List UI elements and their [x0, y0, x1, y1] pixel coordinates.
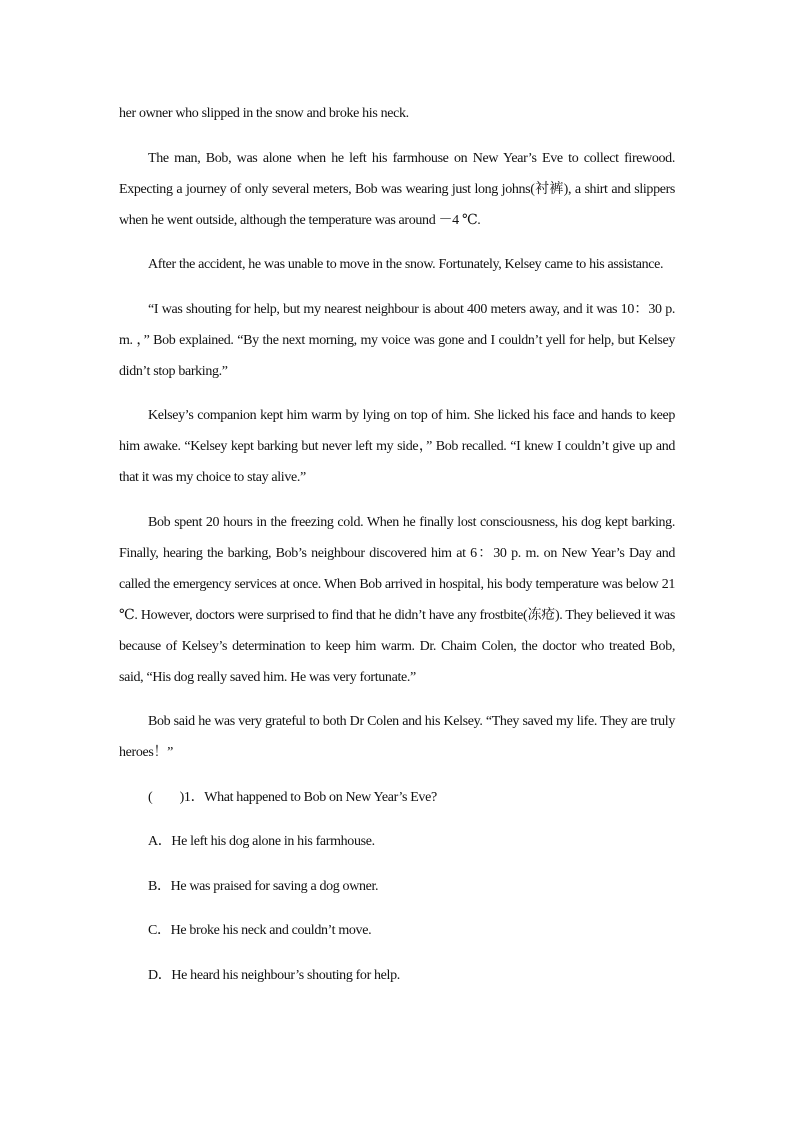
paragraph-grateful: Bob said he was very grateful to both Dr Colen and his Kelsey. “They saved my life. They are truly heroes！” — [119, 714, 675, 760]
paragraph-shouting-for-help: “I was shouting for help, but my nearest neighbour is about 400 meters away, and it was 10：30 p. m. ，” Bob explained. “By the next morning, my voice was gone and I couldn’t yell for help, but Kelsey didn’t stop barking.” — [119, 301, 675, 379]
paragraph-accident: After the accident, he was unable to move in the snow. Fortunately, Kelsey came to his assistance. — [148, 257, 664, 272]
paragraph-continuation: her owner who slipped in the snow and broke his neck. — [119, 106, 409, 121]
option-d: D．He heard his neighbour’s shouting for help. — [148, 967, 400, 983]
passage-content — [119, 98, 675, 1004]
question-text: ( )1．What happened to Bob on New Year’s Eve? — [148, 789, 437, 805]
option-b: B．He was praised for saving a dog owner. — [148, 878, 379, 894]
paragraph-rescue: Bob spent 20 hours in the freezing cold. When he finally lost consciousness, his dog kept barking. Finally, hearing the barking, Bob’s neighbour discovered him at 6：30 p. m. on New Year’s Day and called the emergency services at once. When Bob arrived in hospital, his body temperature was below 21 ℃. However, doctors were surprised to find that he didn’t have any frostbite(冻疮). They believed it was because of Kelsey’s determination to keep him warm. Dr. Chaim Colen, the doctor who treated Bob, said, “His dog really saved him. He was very fortunate.” — [119, 514, 675, 685]
question-block — [119, 782, 675, 991]
paragraph-kelsey-companion: Kelsey’s companion kept him warm by lying on top of him. She licked his face and hands to keep him awake. “Kelsey kept barking but never left my side，” Bob recalled. “I knew I couldn’t give up and that it was my choice to stay alive.” — [119, 408, 675, 485]
paragraph-bob-alone: The man, Bob, was alone when he left his farmhouse on New Year’s Eve to collect firewood. Expecting a journey of only several meters, Bob was wearing just long johns(衬裤), a shirt and slippers when he went outside, although the temperature was around －4 ℃. — [119, 150, 675, 228]
option-a: A．He left his dog alone in his farmhouse. — [148, 834, 375, 849]
option-c: C．He broke his neck and couldn’t move. — [148, 923, 372, 938]
